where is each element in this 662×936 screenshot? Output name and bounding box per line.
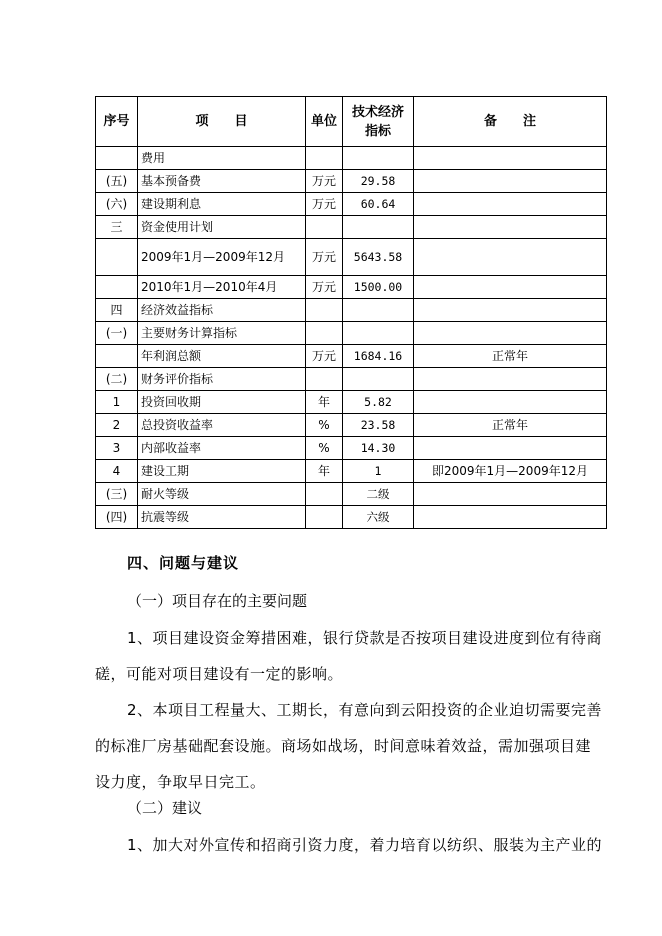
header-note: 备 注 [414,97,607,147]
cell-no [96,239,138,276]
cell-note: 即2009年1月—2009年12月 [414,460,607,483]
cell-item: 耐火等级 [138,483,306,506]
technical-economic-indicator-table [95,96,607,529]
table-row [96,414,607,437]
cell-no: 4 [96,460,138,483]
cell-item: 经济效益指标 [138,299,306,322]
cell-note [414,506,607,529]
cell-value: 5643.58 [343,239,414,276]
subheading-suggestions: （二）建议 [127,799,203,817]
table-row [96,483,607,506]
cell-value: 六级 [343,506,414,529]
paragraph-problem-1: 1、项目建设资金筹措困难，银行贷款是否按项目建设进度到位有待商磋，可能对项目建设有一定的影响。 [95,629,603,683]
cell-value: 1500.00 [343,276,414,299]
cell-no: 3 [96,437,138,460]
cell-note [414,391,607,414]
cell-item: 基本预备费 [138,170,306,193]
cell-value [343,216,414,239]
cell-no: 三 [96,216,138,239]
cell-unit: 万元 [306,193,343,216]
cell-no: (一) [96,322,138,345]
cell-value: 14.30 [343,437,414,460]
table-row [96,299,607,322]
cell-item: 建设期利息 [138,193,306,216]
paragraph-suggestion-1: 1、加大对外宣传和招商引资力度，着力培育以纺织、服装为主产业的 [127,836,603,854]
cell-item: 建设工期 [138,460,306,483]
header-value: 技术经济指标 [343,97,414,147]
cell-note [414,170,607,193]
table-row [96,506,607,529]
table-row [96,147,607,170]
table-row [96,170,607,193]
cell-item: 费用 [138,147,306,170]
cell-note: 正常年 [414,414,607,437]
cell-unit: 万元 [306,345,343,368]
cell-no [96,345,138,368]
header-unit: 单位 [306,97,343,147]
cell-value [343,322,414,345]
cell-note [414,483,607,506]
subheading-problems: （一）项目存在的主要问题 [127,592,308,610]
cell-item: 2010年1月—2010年4月 [138,276,306,299]
cell-unit [306,147,343,170]
table-row [96,345,607,368]
table-row [96,391,607,414]
section-title: 四、问题与建议 [127,554,240,572]
cell-value [343,147,414,170]
cell-item: 内部收益率 [138,437,306,460]
table-row [96,193,607,216]
cell-no [96,276,138,299]
cell-unit: % [306,414,343,437]
cell-no: (五) [96,170,138,193]
cell-note [414,437,607,460]
cell-no: (六) [96,193,138,216]
cell-item: 投资回收期 [138,391,306,414]
cell-item: 2009年1月—2009年12月 [138,239,306,276]
cell-value: 23.58 [343,414,414,437]
cell-item: 主要财务计算指标 [138,322,306,345]
cell-value: 1 [343,460,414,483]
cell-note [414,193,607,216]
cell-unit: % [306,437,343,460]
cell-note [414,239,607,276]
table-row [96,368,607,391]
cell-unit [306,299,343,322]
cell-note [414,368,607,391]
table-row [96,322,607,345]
cell-no [96,147,138,170]
cell-value: 60.64 [343,193,414,216]
cell-item: 资金使用计划 [138,216,306,239]
table-row [96,239,607,276]
cell-no: 2 [96,414,138,437]
cell-no: (二) [96,368,138,391]
cell-unit: 年 [306,460,343,483]
cell-value: 二级 [343,483,414,506]
cell-value [343,368,414,391]
cell-unit: 万元 [306,170,343,193]
cell-note: 正常年 [414,345,607,368]
table-row [96,460,607,483]
cell-value: 1684.16 [343,345,414,368]
cell-no: 四 [96,299,138,322]
header-item: 项 目 [138,97,306,147]
table-row [96,276,607,299]
cell-no: (三) [96,483,138,506]
cell-value: 5.82 [343,391,414,414]
cell-unit [306,216,343,239]
cell-item: 财务评价指标 [138,368,306,391]
cell-note [414,299,607,322]
cell-no: (四) [96,506,138,529]
table-row [96,216,607,239]
cell-unit: 万元 [306,239,343,276]
table-row [96,437,607,460]
cell-note [414,276,607,299]
cell-note [414,147,607,170]
header-no: 序号 [96,97,138,147]
cell-unit: 年 [306,391,343,414]
paragraph-problem-2: 2、本项目工程量大、工期长，有意向到云阳投资的企业迫切需要完善的标准厂房基础配套设施。商场如战场，时间意味着效益，需加强项目建设力度，争取早日完工。 [95,701,603,791]
cell-unit [306,368,343,391]
cell-unit [306,483,343,506]
cell-unit: 万元 [306,276,343,299]
cell-value [343,299,414,322]
cell-value: 29.58 [343,170,414,193]
cell-no: 1 [96,391,138,414]
cell-note [414,322,607,345]
cell-item: 年利润总额 [138,345,306,368]
table-body [96,147,607,529]
cell-unit [306,506,343,529]
table-header-row [96,97,607,147]
cell-note [414,216,607,239]
cell-unit [306,322,343,345]
cell-item: 抗震等级 [138,506,306,529]
cell-item: 总投资收益率 [138,414,306,437]
